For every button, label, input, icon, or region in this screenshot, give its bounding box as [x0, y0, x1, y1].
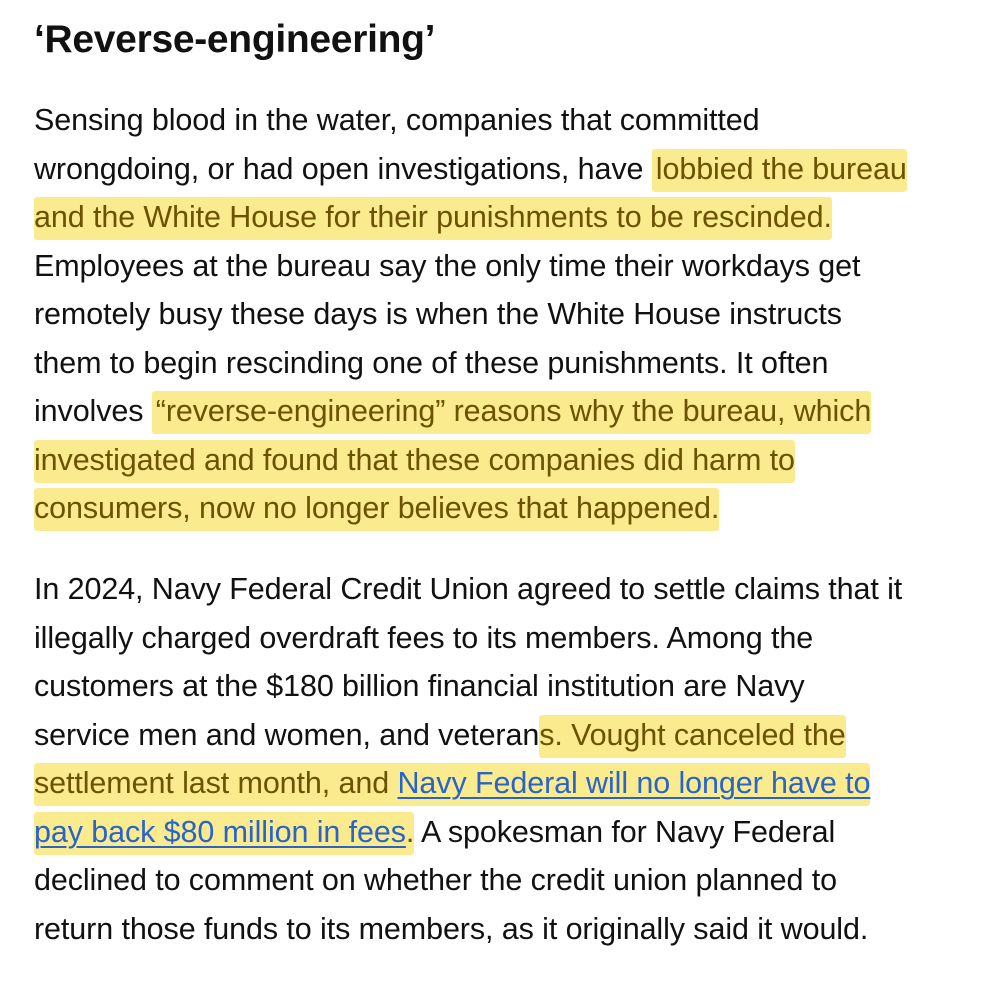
paragraph-2 [34, 565, 964, 953]
paragraph-1-line-4 [34, 242, 964, 291]
highlight-settlement-end [34, 812, 414, 855]
paragraph-2-line-6 [34, 808, 964, 857]
text-run: illegally charged overdraft fees to its members. Among the [34, 620, 814, 655]
paragraph-2-line-5 [34, 759, 964, 808]
text-run: declined to comment on whether the credit union planned to [34, 863, 837, 897]
paragraph-2-line-7 [34, 856, 964, 905]
highlight-reverse-engineering-cont: investigated and found that these companies did harm to [34, 440, 795, 483]
text-run: In 2024, Navy Federal Credit Union agreed to settle claims that it [34, 572, 903, 606]
highlight-lobbied: lobbied the bureau [652, 149, 907, 192]
text-run: . [405, 814, 415, 849]
text-run: A spokesman for Navy Federal [414, 814, 836, 849]
highlight-lobbied-cont: and the White House for their punishments to be rescinded. [34, 197, 832, 240]
text-run: Employees at the bureau say the only time their workdays get [34, 248, 861, 283]
paragraph-1-line-8 [34, 436, 964, 485]
navy-federal-fees-link-cont[interactable]: pay back $80 million in fees [34, 814, 406, 849]
text-run: settlement last month, and [34, 766, 398, 800]
paragraph-1-line-5 [34, 290, 964, 339]
paragraph-1-line-7 [34, 387, 964, 436]
text-run: customers at the $180 billion financial institution are Navy [34, 669, 805, 703]
highlight-vought: s. Vought canceled the [539, 715, 845, 758]
paragraph-1-line-1 [34, 96, 964, 145]
text-run: involves [34, 394, 152, 428]
highlight-reverse-engineering-end: consumers, now no longer believes that happened. [34, 488, 719, 531]
paragraph-2-line-2 [34, 614, 964, 663]
text-run: return those funds to its members, as it originally said it would. [34, 911, 869, 946]
paragraph-2-line-1 [34, 565, 964, 614]
paragraph-2-line-3 [34, 662, 964, 711]
paragraph-1-line-9 [34, 484, 964, 533]
paragraph-1-line-3 [34, 193, 964, 242]
paragraph-1 [34, 96, 964, 533]
highlight-reverse-engineering: “reverse-engineering” reasons why the bureau, which [152, 391, 871, 434]
highlight-settlement [34, 763, 870, 806]
text-run: wrongdoing, or had open investigations, have [34, 151, 652, 186]
paragraph-1-line-2 [34, 145, 964, 194]
text-run: service men and women, and veteran [34, 717, 540, 752]
navy-federal-fees-link[interactable]: Navy Federal will no longer have to [397, 766, 871, 800]
text-run: them to begin rescinding one of these punishments. It often [34, 345, 829, 380]
paragraph-2-line-8 [34, 905, 964, 954]
paragraph-1-line-6 [34, 339, 964, 388]
text-run: remotely busy these days is when the White House instructs [34, 297, 842, 331]
section-heading: ‘Reverse-engineering’ [34, 18, 436, 61]
paragraph-2-line-4 [34, 711, 964, 760]
text-run: Sensing blood in the water, companies that committed [34, 103, 760, 137]
